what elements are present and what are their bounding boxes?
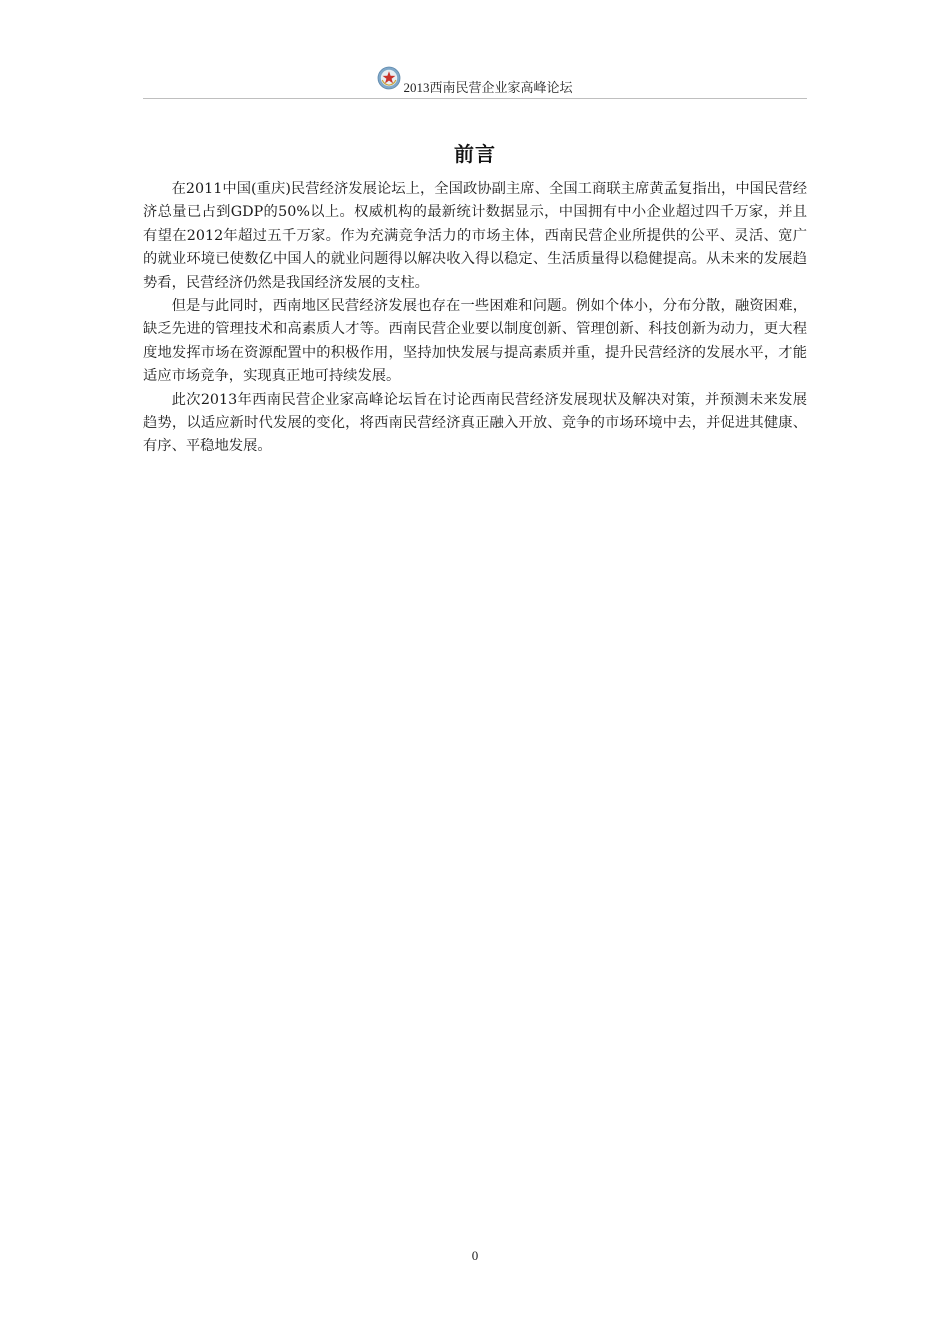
document-title: 前言	[454, 142, 496, 166]
page-number: 0	[471, 1248, 479, 1263]
header-inner	[377, 67, 572, 96]
paragraph-3: 此次2013年西南民营企业家高峰论坛旨在讨论西南民营经济发展现状及解决对策，并预测未来发展趋势，以适应新时代发展的变化，将西南民营经济真正融入开放、竞争的市场环境中去，并促进其健康、有序、平稳地发展。	[143, 391, 807, 455]
document-body	[143, 178, 807, 459]
header-title: 2013西南民营企业家高峰论坛	[403, 79, 573, 95]
paragraph-1: 在2011中国(重庆)民营经济发展论坛上，全国政协副主席、全国工商联主席黄孟复指出，中国民营经济总量已占到GDP的50%以上。权威机构的最新统计数据显示，中国拥有中小企业超过四千万家，并且有望在2012年超过五千万家。作为充满竞争活力的市场主体，西南民营企业所提供的公平、灵活、宽广的就业环境已使数亿中国人的就业问题得以解决收入得以稳定、生活质量得以稳健提高。从未来的发展趋势看，民营经济仍然是我国经济发展的支柱。	[143, 181, 807, 291]
paragraph-2: 但是与此同时，西南地区民营经济发展也存在一些困难和问题。例如个体小，分布分散，融资困难，缺乏先进的管理技术和高素质人才等。西南民营企业要以制度创新、管理创新、科技创新为动力，更大程度地发挥市场在资源配置中的积极作用，坚持加快发展与提高素质并重，提升民营经济的发展水平，才能适应市场竞争，实现真正地可持续发展。	[143, 298, 807, 385]
header-divider	[143, 98, 807, 99]
page-header	[0, 66, 950, 96]
forum-emblem-icon	[377, 66, 401, 90]
